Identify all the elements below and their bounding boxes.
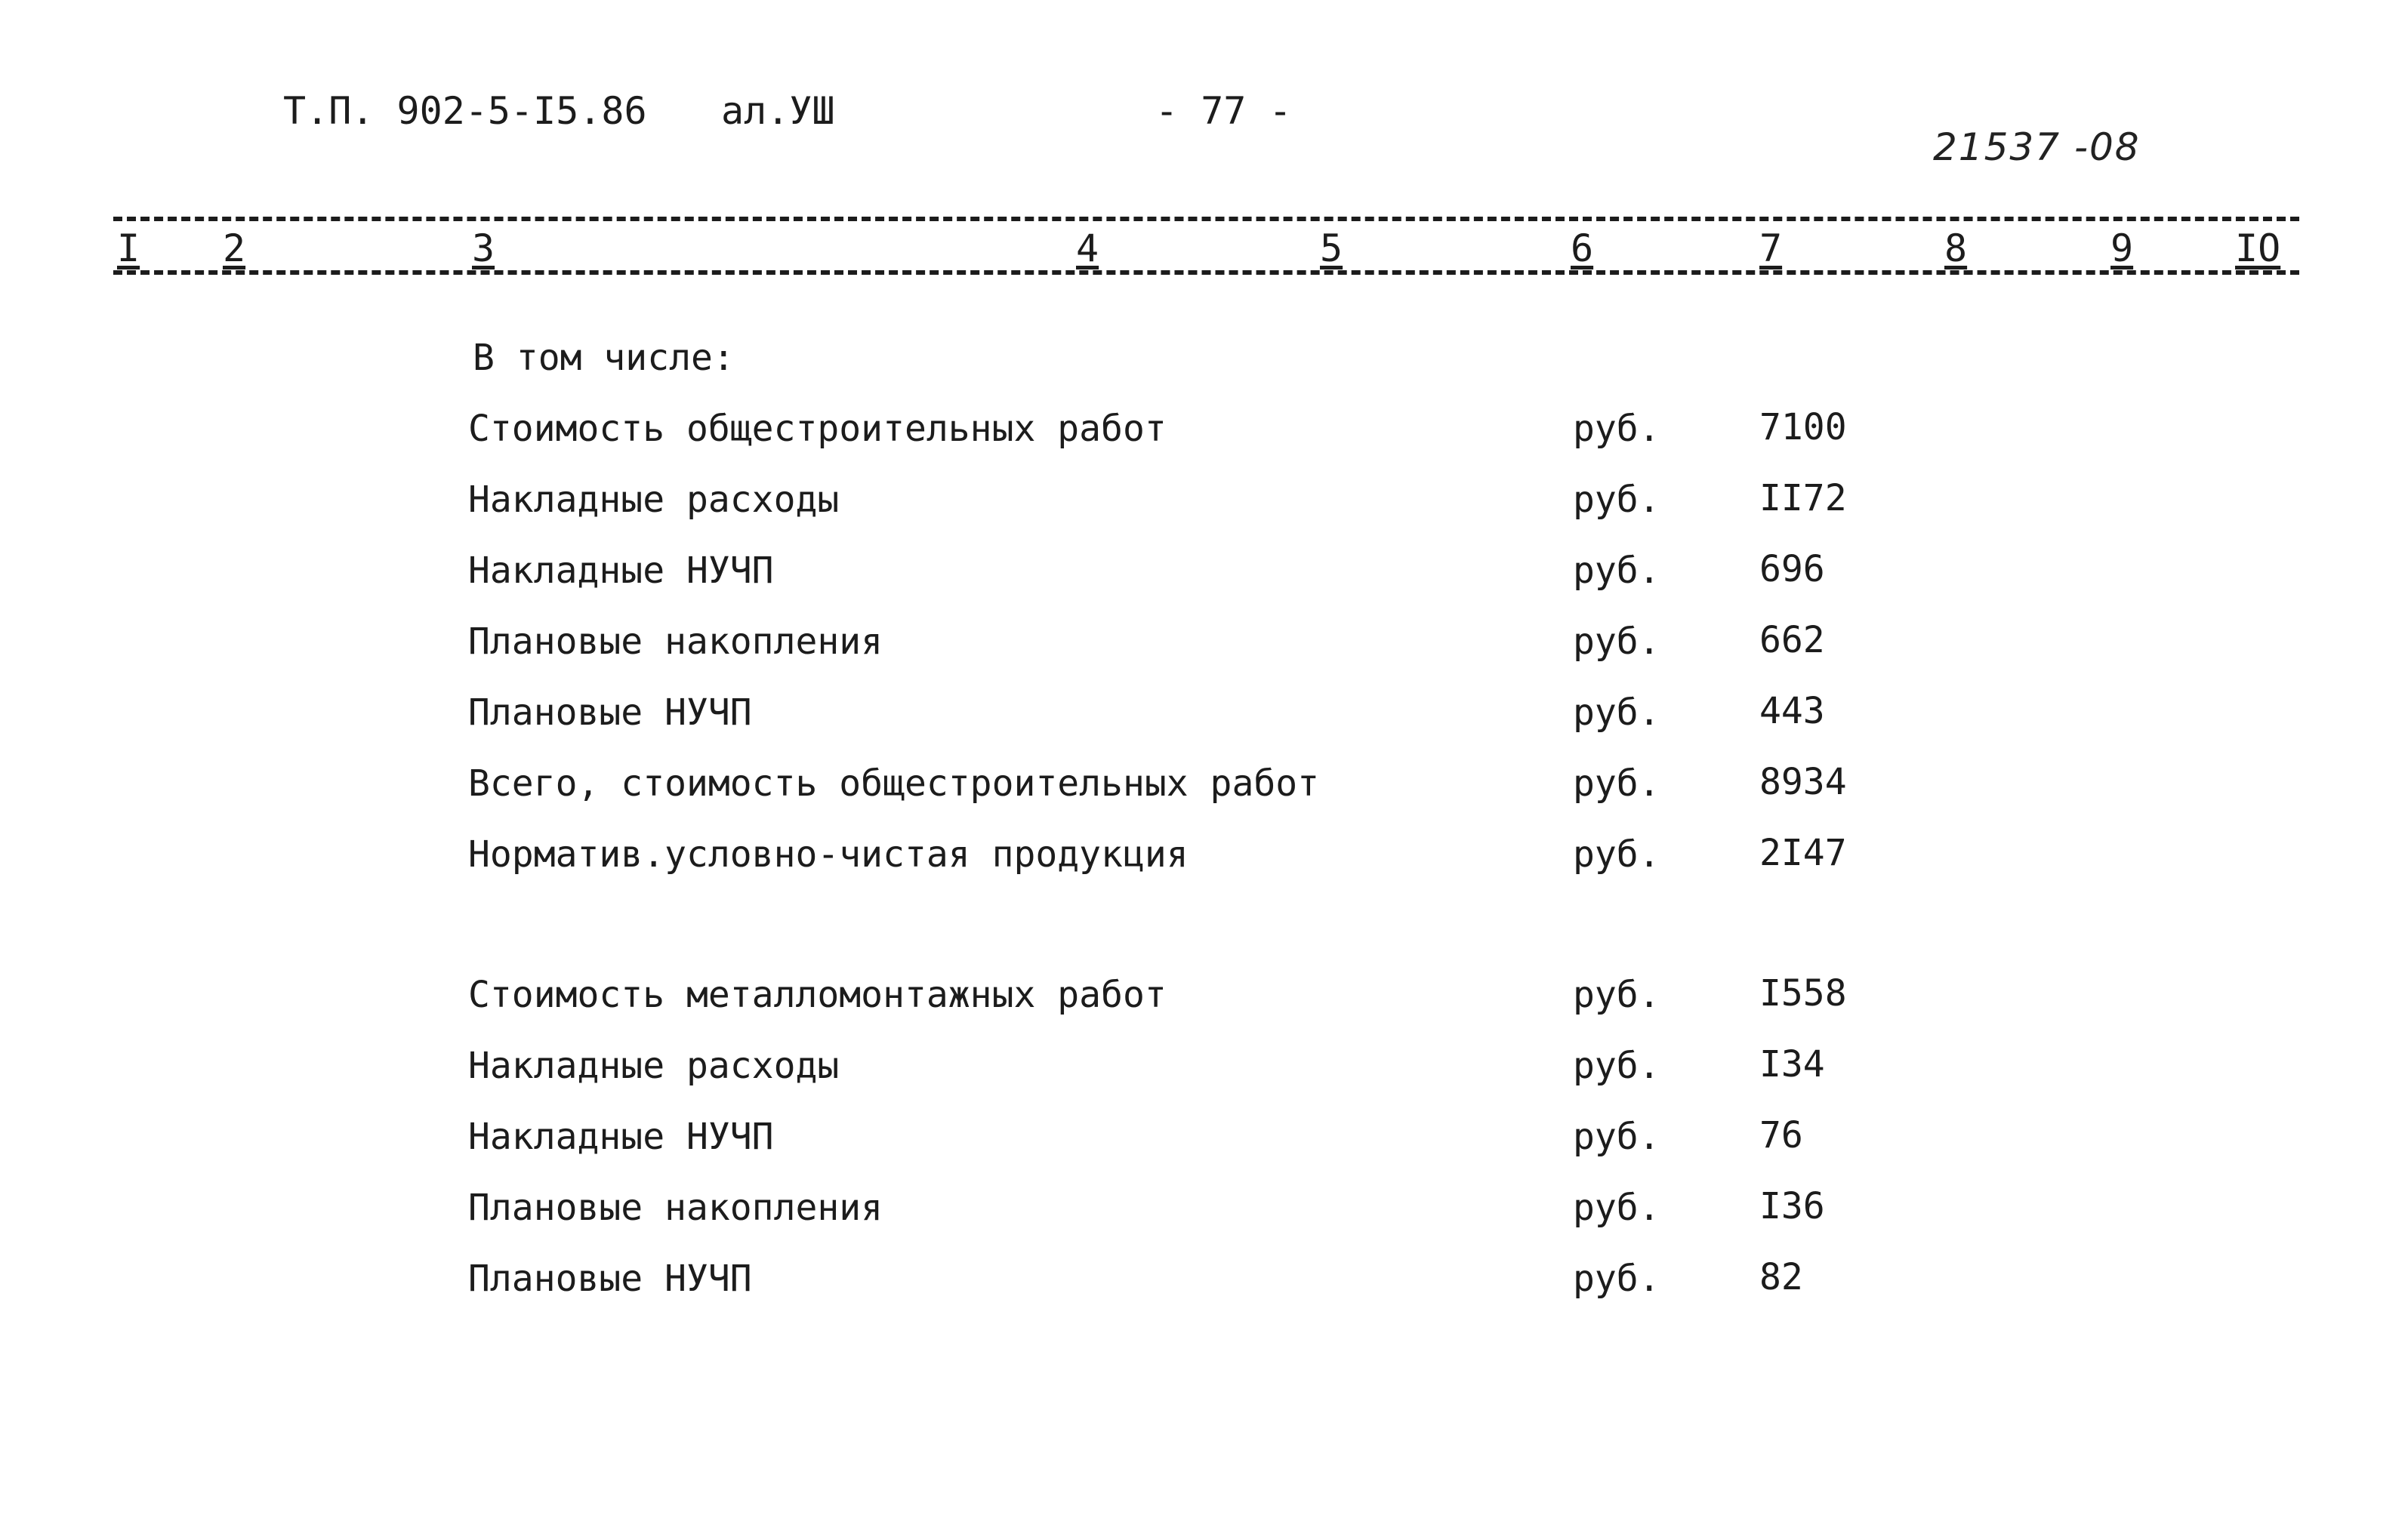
column-number-8: 8	[1944, 226, 1968, 270]
row-unit: руб.	[1573, 1045, 1660, 1087]
row-unit: руб.	[1573, 762, 1660, 805]
row-value: 8934	[1759, 761, 1847, 803]
row-value: 2I47	[1759, 832, 1847, 874]
row-label: Плановые НУЧП	[468, 1258, 752, 1300]
row-label: Накладные расходы	[468, 1045, 840, 1087]
row-label: Накладные НУЧП	[468, 550, 774, 592]
row-label: Стоимость общестроительных работ	[468, 408, 1167, 450]
row-unit: руб.	[1573, 691, 1660, 734]
album-label: ал.УШ	[721, 89, 835, 133]
row-value: I34	[1759, 1043, 1825, 1085]
column-header-top-rule	[113, 217, 2299, 221]
row-value: I558	[1759, 972, 1847, 1015]
row-value: 443	[1759, 690, 1825, 732]
row-unit: руб.	[1573, 479, 1660, 521]
column-number-2: 2	[223, 226, 246, 270]
row-label: Накладные НУЧП	[468, 1116, 774, 1158]
handwritten-code: 21537 -08	[1933, 125, 2141, 169]
row-value: 662	[1759, 619, 1825, 661]
row-label: Плановые НУЧП	[468, 691, 752, 734]
row-value: I36	[1759, 1185, 1825, 1227]
row-unit: руб.	[1573, 408, 1660, 450]
row-value: 696	[1759, 548, 1825, 590]
row-unit: руб.	[1573, 974, 1660, 1016]
column-number-3: 3	[472, 226, 495, 270]
column-header-bottom-rule	[113, 270, 2299, 275]
page-number: - 77 -	[1155, 89, 1292, 133]
column-number-4: 4	[1076, 226, 1099, 270]
row-label: Накладные расходы	[468, 479, 840, 521]
row-unit: руб.	[1573, 1258, 1660, 1300]
row-value: 76	[1759, 1114, 1803, 1156]
row-label: Плановые накопления	[468, 1187, 883, 1229]
row-value: 7100	[1759, 406, 1847, 448]
row-label: Всего, стоимость общестроительных работ	[468, 762, 1320, 805]
row-label: Норматив.условно-чистая продукция	[468, 833, 1189, 876]
row-label: Плановые накопления	[468, 620, 883, 663]
row-unit: руб.	[1573, 1187, 1660, 1229]
section-title: В том числе:	[473, 337, 735, 379]
row-unit: руб.	[1573, 833, 1660, 876]
column-number-10: IO	[2235, 226, 2281, 270]
row-unit: руб.	[1573, 1116, 1660, 1158]
row-unit: руб.	[1573, 550, 1660, 592]
row-label: Стоимость металломонтажных работ	[468, 974, 1167, 1016]
column-number-5: 5	[1320, 226, 1343, 270]
column-number-7: 7	[1759, 226, 1783, 270]
row-value: II72	[1759, 477, 1847, 519]
column-number-6: 6	[1571, 226, 1594, 270]
column-number-1: I	[117, 226, 140, 270]
row-unit: руб.	[1573, 620, 1660, 663]
column-number-9: 9	[2110, 226, 2134, 270]
document-code: Т.П. 902-5-I5.86	[283, 89, 647, 133]
row-value: 82	[1759, 1256, 1803, 1298]
